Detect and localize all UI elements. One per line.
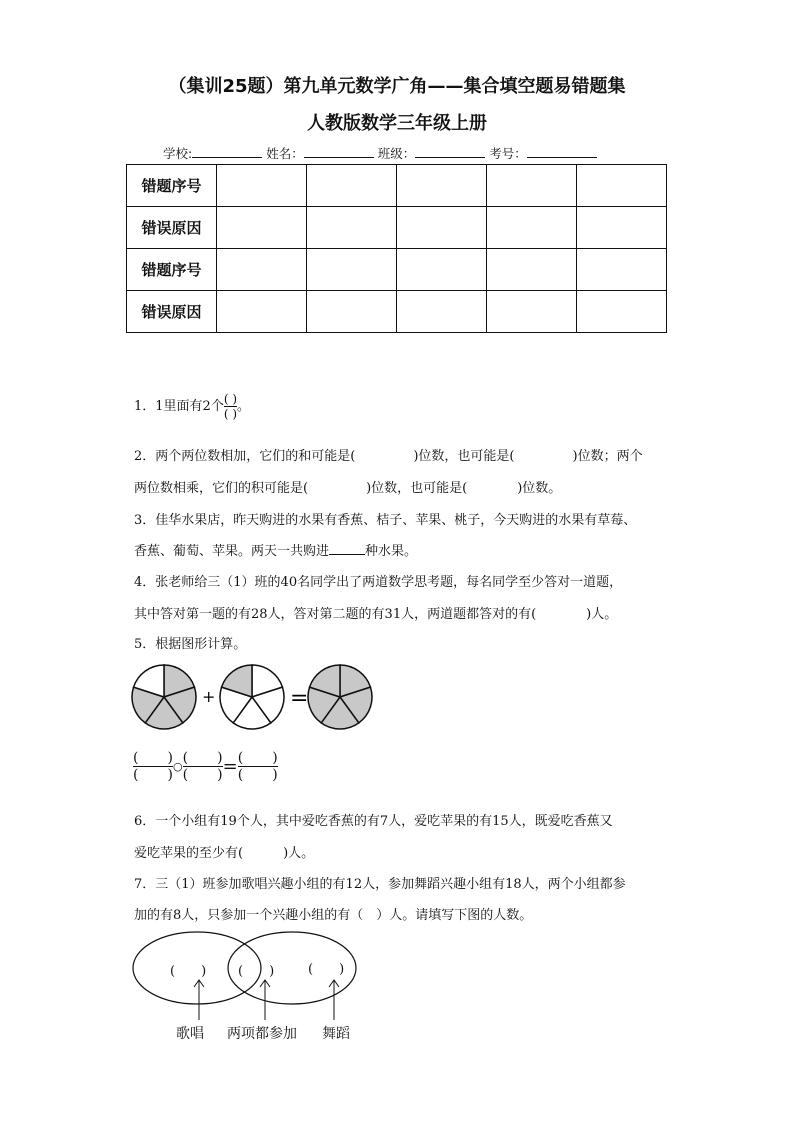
- exam-number-field[interactable]: [527, 145, 597, 158]
- paren: (: [133, 750, 139, 766]
- paren: (: [182, 767, 189, 783]
- q4-text: )人。: [586, 607, 618, 622]
- operator-blank[interactable]: ○: [173, 760, 183, 773]
- table-cell[interactable]: [217, 249, 307, 291]
- school-field[interactable]: [192, 145, 262, 158]
- q3-text: 香蕉、葡萄、苹果。两天一共购进: [134, 544, 330, 559]
- q5-fraction-blank-2[interactable]: [183, 750, 223, 783]
- table-row: [127, 249, 667, 291]
- plus-sign: +: [202, 687, 216, 706]
- q3-blank[interactable]: [329, 542, 365, 555]
- q1-end: 。: [237, 399, 251, 414]
- q1-fraction-blank[interactable]: [224, 392, 237, 421]
- worksheet-subtitle: 人教版数学三年级上册: [307, 113, 487, 134]
- fraction-circle: [132, 665, 196, 729]
- error-record-table: [126, 164, 667, 333]
- row-header: 错误原因: [127, 207, 217, 249]
- q2-text: )位数；两个: [572, 449, 643, 464]
- table-cell[interactable]: [577, 165, 667, 207]
- paren: ): [167, 767, 173, 783]
- table-cell[interactable]: [487, 207, 577, 249]
- paren: (: [182, 750, 189, 766]
- question-4-line-1: 4．张老师给三（1）班的40名同学出了两道数学思考题，每名同学至少答对一道题，: [134, 575, 623, 590]
- q1-denominator: ( ): [223, 407, 238, 421]
- venn-blank-singing[interactable]: ( ): [170, 964, 207, 979]
- paren: ): [217, 767, 223, 783]
- q5-equals: =: [222, 756, 238, 777]
- table-cell[interactable]: [397, 291, 487, 333]
- q2-text: )位数。: [517, 481, 562, 496]
- q6-text: 爱吃苹果的至少有(: [134, 846, 244, 861]
- question-5: 5．根据图形计算。: [134, 637, 247, 652]
- question-2-line-2: [134, 477, 561, 496]
- label-dancing: 舞蹈: [322, 1026, 350, 1042]
- q1-text: 1．1里面有2个: [134, 399, 224, 414]
- q5-equation: [133, 750, 278, 783]
- q5-fraction-blank-3[interactable]: [238, 750, 278, 783]
- paren: (: [237, 767, 244, 783]
- class-field[interactable]: [415, 145, 485, 158]
- question-3-line-1: 3．佳华水果店，昨天购进的水果有香蕉、桔子、苹果、桃子，今天购进的水果有草莓、: [134, 513, 637, 528]
- table-cell[interactable]: [487, 249, 577, 291]
- table-row: [127, 165, 667, 207]
- row-header: 错误原因: [127, 291, 217, 333]
- table-cell[interactable]: [487, 165, 577, 207]
- q6-text: )人。: [283, 846, 315, 861]
- student-info-line: [163, 144, 597, 162]
- table-cell[interactable]: [577, 291, 667, 333]
- fraction-pie-diagram: [126, 660, 386, 736]
- table-row: [127, 207, 667, 249]
- question-4-line-2: [134, 603, 617, 622]
- table-cell[interactable]: [307, 165, 397, 207]
- table-cell[interactable]: [217, 207, 307, 249]
- fraction-circle: [308, 665, 372, 729]
- class-label: 班级：: [377, 146, 416, 161]
- question-1: [134, 392, 250, 421]
- question-7-line-2: 加的有8人，只参加一个兴趣小组的有（ ）人。请填写下图的人数。: [134, 908, 533, 923]
- venn-blank-dancing[interactable]: ( ): [308, 962, 345, 977]
- table-cell[interactable]: [307, 207, 397, 249]
- table-cell[interactable]: [397, 249, 487, 291]
- paren: (: [237, 750, 244, 766]
- paren: ): [167, 750, 173, 766]
- fraction-circle: [220, 665, 284, 729]
- q2-text: 2．两个两位数相加，它们的和可能是(: [134, 449, 356, 464]
- label-singing: 歌唱: [176, 1026, 204, 1042]
- question-3-line-2: [134, 540, 417, 559]
- arrow-up-icon: [329, 980, 339, 1020]
- q4-text: 其中答对第一题的有28人，答对第二题的有31人，两道题都答对的有(: [134, 607, 537, 622]
- label-both: 两项都参加: [227, 1026, 297, 1042]
- q2-text: )位数，也可能是(: [413, 449, 515, 464]
- table-cell[interactable]: [307, 291, 397, 333]
- table-cell[interactable]: [307, 249, 397, 291]
- question-6-line-1: 6．一个小组有19个人，其中爱吃香蕉的有7人，爱吃苹果的有15人，既爱吃香蕉又: [134, 814, 613, 829]
- paren: ): [217, 750, 223, 766]
- name-field[interactable]: [304, 145, 374, 158]
- table-cell[interactable]: [487, 291, 577, 333]
- paren: ): [272, 750, 278, 766]
- school-label: 学校:: [163, 146, 193, 161]
- q1-numerator: ( ): [223, 392, 238, 406]
- exam-number-label: 考号：: [489, 146, 527, 161]
- q2-text: )位数，也可能是(: [366, 481, 468, 496]
- q5-fraction-blank-1[interactable]: [133, 750, 173, 783]
- paren: ): [272, 767, 278, 783]
- paren: (: [133, 767, 139, 783]
- question-6-line-2: [134, 842, 314, 861]
- venn-blank-both[interactable]: ( ): [238, 964, 275, 979]
- table-cell[interactable]: [397, 165, 487, 207]
- name-label: 姓名：: [266, 146, 304, 161]
- table-cell[interactable]: [217, 291, 307, 333]
- table-row: [127, 291, 667, 333]
- table-cell[interactable]: [577, 207, 667, 249]
- question-2-line-1: [134, 445, 643, 464]
- q2-text: 两位数相乘，它们的积可能是(: [134, 481, 309, 496]
- table-cell[interactable]: [577, 249, 667, 291]
- table-cell[interactable]: [397, 207, 487, 249]
- worksheet-title: （集训25题）第九单元数学广角——集合填空题易错题集: [168, 76, 626, 97]
- equals-sign: =: [290, 686, 309, 711]
- row-header: 错题序号: [127, 249, 217, 291]
- question-7-line-1: 7．三（1）班参加歌唱兴趣小组的有12人，参加舞蹈兴趣小组有18人，两个小组都参: [134, 877, 626, 892]
- table-cell[interactable]: [217, 165, 307, 207]
- row-header: 错题序号: [127, 165, 217, 207]
- q3-text: 种水果。: [365, 544, 418, 559]
- arrow-up-icon: [194, 980, 204, 1020]
